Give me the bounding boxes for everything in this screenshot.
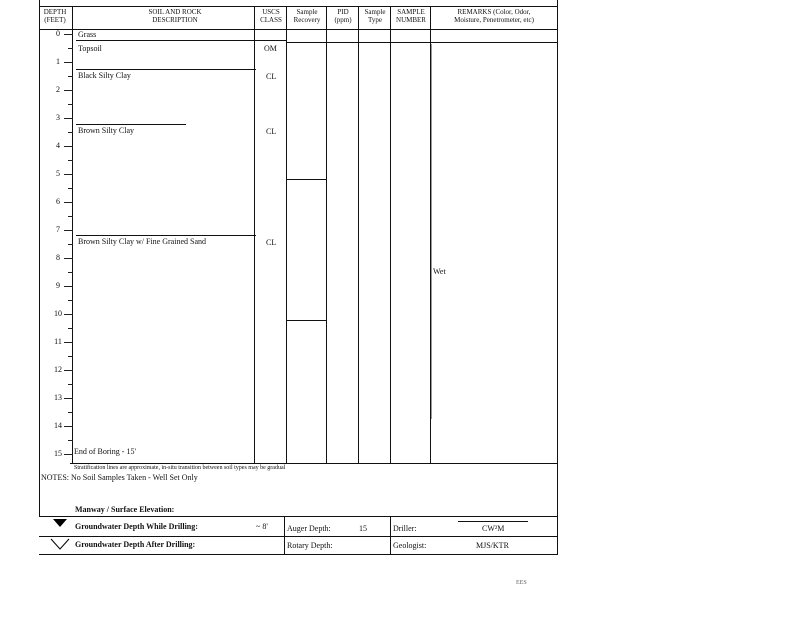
auger-label: Auger Depth: xyxy=(287,524,331,533)
divider-depth xyxy=(72,6,73,464)
depth-tick-label: 2 xyxy=(56,85,60,94)
header-bottom-border xyxy=(39,29,558,30)
depth-tick-major xyxy=(64,230,73,231)
description-column-header: SOIL AND ROCK DESCRIPTION xyxy=(148,8,202,24)
auger-value: 15 xyxy=(359,524,367,533)
depth-column-header: DEPTH (FEET) xyxy=(43,8,67,24)
notes-text: NOTES: No Soil Samples Taken - Well Set Only xyxy=(41,473,198,482)
gw-while-label: Groundwater Depth While Drilling: xyxy=(75,522,198,531)
sample-type-column-header: Sample Type xyxy=(364,8,386,24)
depth-tick-major xyxy=(64,370,73,371)
layer-description: Topsoil xyxy=(78,44,102,53)
uscs-column-header: USCS CLASS xyxy=(260,8,282,24)
rotary-label: Rotary Depth: xyxy=(287,541,333,550)
depth-tick-major xyxy=(64,90,73,91)
depth-tick-major xyxy=(64,118,73,119)
depth-tick-major xyxy=(64,62,73,63)
depth-tick-label: 9 xyxy=(56,281,60,290)
remarks-wet: Wet xyxy=(433,267,446,276)
driller-value: CW²M xyxy=(482,524,505,533)
depth-tick-label: 3 xyxy=(56,113,60,122)
depth-tick-label: 1 xyxy=(56,57,60,66)
depth-tick-major xyxy=(64,174,73,175)
depth-tick-major xyxy=(64,202,73,203)
depth-tick-label: 10 xyxy=(54,309,62,318)
depth-tick-minor xyxy=(68,132,73,133)
layer-uscs: OM xyxy=(264,44,277,53)
depth-tick-minor xyxy=(68,328,73,329)
end-of-boring-label: End of Boring - 15' xyxy=(74,447,136,456)
depth-tick-label: 12 xyxy=(54,365,62,374)
depth-tick-major xyxy=(64,398,73,399)
frame-left-border xyxy=(39,0,40,516)
recovery-top-line xyxy=(287,42,557,43)
depth-tick-label: 6 xyxy=(56,197,60,206)
driller-label: Driller: xyxy=(393,524,417,533)
divider-type xyxy=(390,6,391,464)
remarks-column-header: REMARKS (Color, Odor, Moisture, Penetrometer, etc) xyxy=(454,8,534,24)
divider-uscs xyxy=(286,6,287,464)
geologist-value: MJS/KTR xyxy=(476,541,509,550)
depth-tick-label: 8 xyxy=(56,253,60,262)
depth-tick-major xyxy=(64,426,73,427)
layer-description: Black Silty Clay xyxy=(78,71,131,80)
footer-bottom-border xyxy=(39,554,558,555)
depth-tick-major xyxy=(64,454,73,455)
layer-boundary-black-clay xyxy=(76,124,186,125)
divider-recovery xyxy=(326,6,327,464)
depth-tick-label: 4 xyxy=(56,141,60,150)
divider-pid xyxy=(358,6,359,464)
depth-tick-minor xyxy=(68,440,73,441)
sample-number-column-header: SAMPLE NUMBER xyxy=(396,8,426,24)
depth-tick-minor xyxy=(68,300,73,301)
depth-tick-minor xyxy=(68,160,73,161)
recovery-mark-upper xyxy=(287,179,326,180)
layer-boundary-topsoil xyxy=(76,69,256,70)
depth-tick-major xyxy=(64,146,73,147)
layer-description: Brown Silty Clay w/ Fine Grained Sand xyxy=(78,237,206,246)
layer-description: Grass xyxy=(78,30,97,39)
depth-tick-minor xyxy=(68,48,73,49)
depth-tick-major xyxy=(64,342,73,343)
stratification-footnote: Stratification lines are approximate, in-situ transition between soil types may be gradual xyxy=(74,465,286,471)
depth-tick-label: 15 xyxy=(54,449,62,458)
layer-uscs: CL xyxy=(266,72,277,81)
footer-divider-1 xyxy=(284,516,285,554)
footer-middle-border xyxy=(39,536,558,537)
frame-top-border xyxy=(39,6,558,7)
remarks-wet-marker xyxy=(431,44,432,419)
footer-divider-2 xyxy=(390,516,391,554)
depth-tick-major xyxy=(64,286,73,287)
frame-right-border xyxy=(557,0,558,555)
depth-tick-minor xyxy=(68,384,73,385)
depth-tick-major xyxy=(64,314,73,315)
depth-tick-minor xyxy=(68,244,73,245)
footer-top-border xyxy=(39,516,558,517)
depth-tick-label: 14 xyxy=(54,421,62,430)
sample-recovery-column-header: Sample Recovery xyxy=(293,8,321,24)
layer-boundary-grass xyxy=(76,40,286,41)
gw-while-value: ~ 8' xyxy=(256,522,268,531)
depth-tick-minor xyxy=(68,356,73,357)
recovery-mark-lower xyxy=(287,320,326,321)
depth-tick-label: 0 xyxy=(56,29,60,38)
page-mark: EES xyxy=(516,580,527,586)
layer-uscs: CL xyxy=(266,127,277,136)
geologist-label: Geologist: xyxy=(393,541,427,550)
groundwater-while-drilling-icon xyxy=(52,518,68,528)
pid-column-header: PID (ppm) xyxy=(334,8,352,24)
depth-tick-minor xyxy=(68,216,73,217)
depth-tick-minor xyxy=(68,104,73,105)
gw-after-label: Groundwater Depth After Drilling: xyxy=(75,540,196,549)
depth-tick-label: 13 xyxy=(54,393,62,402)
depth-tick-label: 11 xyxy=(54,337,62,346)
layer-boundary-brown-clay xyxy=(76,235,256,236)
depth-tick-minor xyxy=(68,272,73,273)
driller-underline xyxy=(458,521,528,522)
manway-label: Manway / Surface Elevation: xyxy=(75,505,175,514)
depth-tick-minor xyxy=(68,76,73,77)
depth-tick-major xyxy=(64,34,73,35)
layer-uscs: CL xyxy=(266,238,277,247)
groundwater-after-drilling-icon xyxy=(50,538,70,550)
depth-tick-label: 5 xyxy=(56,169,60,178)
layer-description: Brown Silty Clay xyxy=(78,126,135,135)
depth-tick-major xyxy=(64,258,73,259)
depth-tick-minor xyxy=(68,188,73,189)
depth-tick-minor xyxy=(68,412,73,413)
depth-tick-label: 7 xyxy=(56,225,60,234)
